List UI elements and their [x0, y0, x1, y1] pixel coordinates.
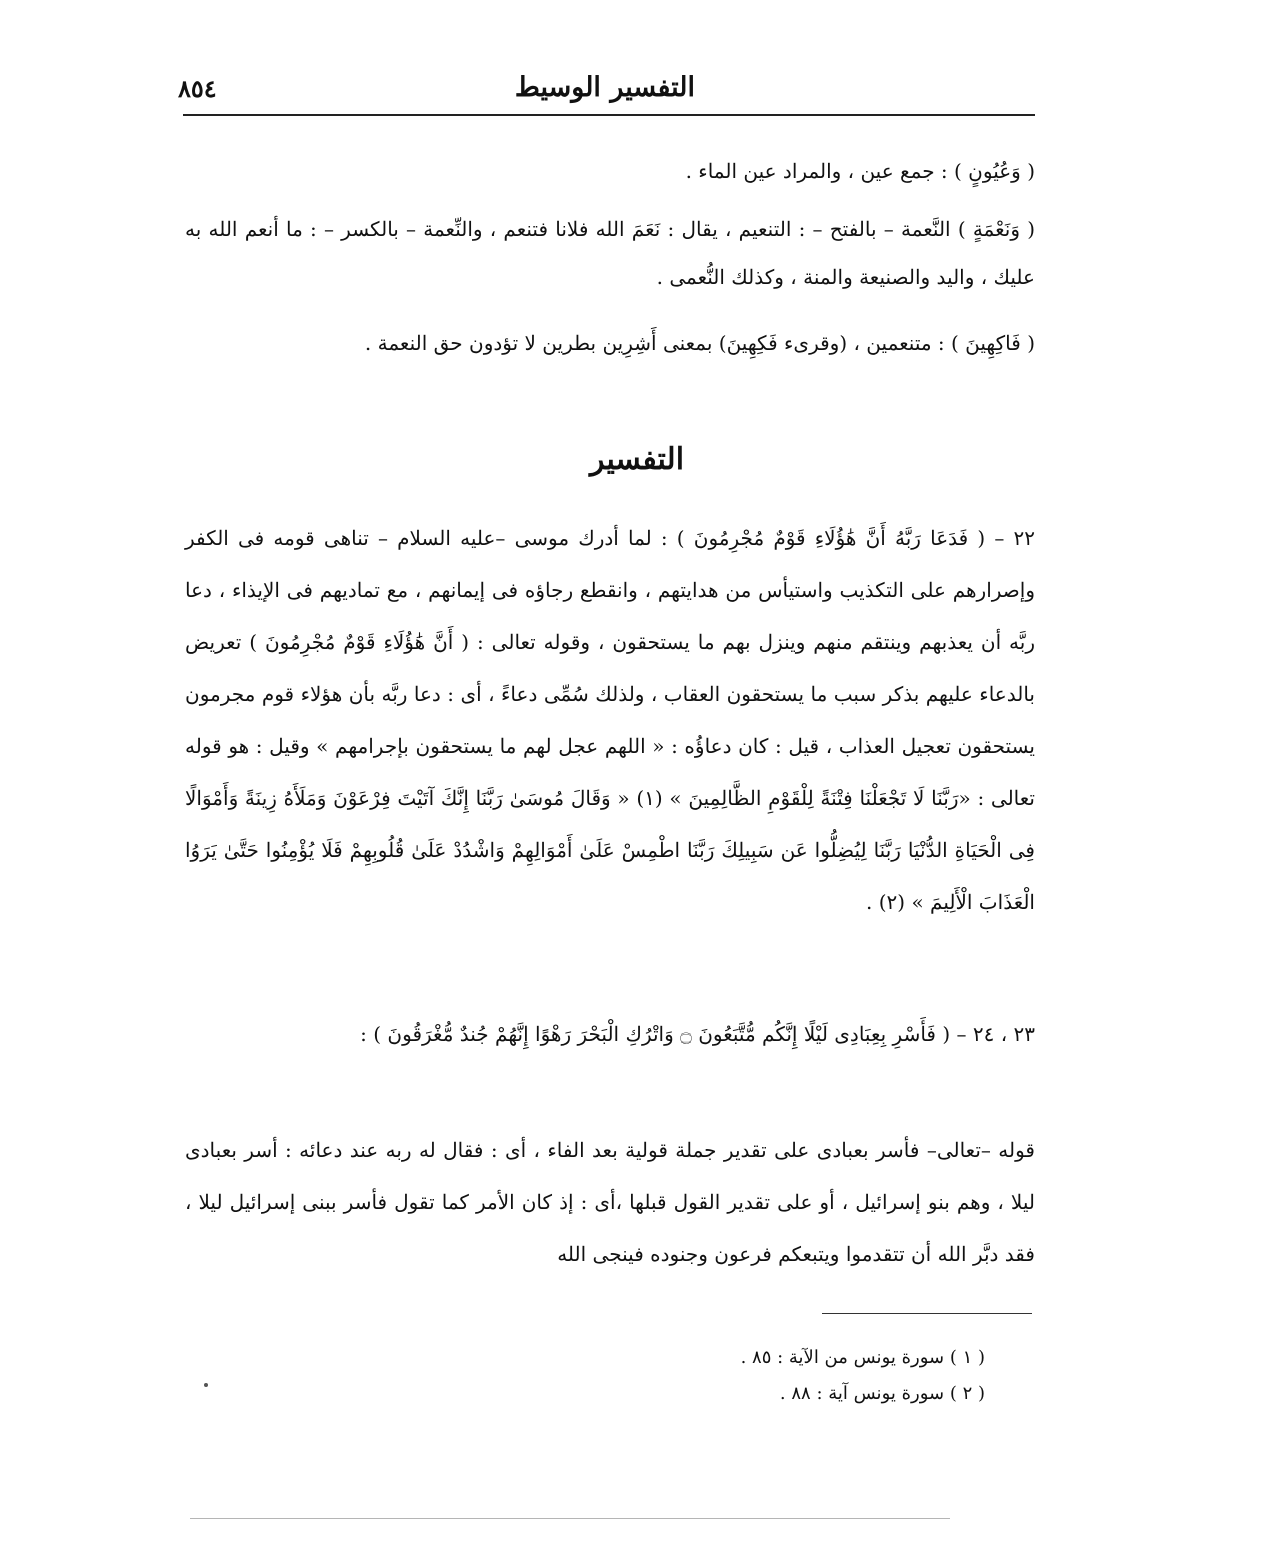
glossary-entry-uyun: ( وَعُيُونٍ ) : جمع عين ، والمراد عين الماء .	[685, 159, 1035, 183]
commentary-paragraph: قوله –تعالى– فأسر بعبادى على تقدير جملة قولية بعد الفاء ، أى : فقال له ربه عند دعائه : أسر بعبادى ليلا ، وهم بنو إسرائيل ، أو على تقدير القول قبلها ،أى : إذ كان الأمر كما تقول فأسر ببنى إسرائيل ليلا ، فقد دبَّر الله أن تتقدموا ويتبعكم فرعون وجنوده فينجى الله	[185, 1138, 1035, 1266]
footnote-2: ( ٢ ) سورة يونس آية : ٨٨ .	[779, 1383, 985, 1404]
verse-22-paragraph: ٢٢ – ( فَدَعَا رَبَّهُ أَنَّ هَٰؤُلَاءِ قَوْمٌ مُجْرِمُونَ ) : لما أدرك موسى –عليه السلام – تناهى قومه فى الكفر وإصرارهم على التكذيب واستيأس من هدايتهم ، وانقطع رجاؤه فى إيمانهم ، مع تماديهم فى الإيذاء ، دعا ربَّه أن يعذبهم وينتقم منهم وينزل بهم ما يستحقون ، وقوله تعالى : ( أَنَّ هَٰؤُلَاءِ قَوْمٌ مُجْرِمُونَ ) تعريض بالدعاء عليهم بذكر سبب ما يستحقون العقاب ، ولذلك سُمِّى دعاءً ، أى : دعا ربَّه بأن هؤلاء قوم مجرمون يستحقون تعجيل العذاب ، قيل : كان دعاؤُه : « اللهم عجل لهم ما يستحقون بإجرامهم » وقيل : هو قوله تعالى : «رَبَّنَا لَا تَجْعَلْنَا فِتْنَةً لِلْقَوْمِ الظَّالِمِينَ » (١) « وَقَالَ مُوسَىٰ رَبَّنَا إِنَّكَ آتَيْتَ فِرْعَوْنَ وَمَلَأَهُ زِينَةً وَأَمْوَالًا فِى الْحَيَاةِ الدُّنْيَا رَبَّنَا لِيُضِلُّوا عَن سَبِيلِكَ رَبَّنَا اطْمِسْ عَلَىٰ أَمْوَالِهِمْ وَاشْدُدْ عَلَىٰ قُلُوبِهِمْ فَلَا يُؤْمِنُوا حَتَّىٰ يَرَوُا الْعَذَابَ الْأَلِيمَ » (٢) .	[185, 526, 1035, 914]
scan-speck	[204, 1383, 208, 1387]
section-heading: التفسير	[589, 442, 685, 477]
glossary-entry-nama: ( وَنَعْمَةٍ ) النَّعمة – بالفتح – : التنعيم ، يقال : نَعَمَ الله فلانا فتنعم ، والنِّعمة – بالكسر – : ما أنعم الله به عليك ، واليد والصنيعة والمنة ، وكذلك النُّعمى .	[185, 217, 1035, 289]
header-rule	[183, 114, 1035, 116]
glossary-entry-fakihin: ( فَاكِهِينَ ) : متنعمين ، (وقرىء فَكِهِينَ) بمعنى أَشِرِين بطرين لا تؤدون حق النعمة .	[364, 331, 1035, 355]
scan-edge-line	[190, 1518, 950, 1519]
footnotes	[600, 1340, 985, 1412]
running-header	[178, 70, 1035, 112]
footnote-rule	[822, 1313, 1032, 1314]
footnote-1: ( ١ ) سورة يونس من الآية : ٨٥ .	[740, 1347, 985, 1368]
page-number: ٨٥٤	[178, 74, 217, 103]
book-title: التفسير الوسيط	[514, 72, 695, 103]
verse-23-24-paragraph: ٢٣ ، ٢٤ – ( فَأَسْرِ بِعِبَادِى لَيْلًا إِنَّكُم مُّتَّبَعُونَ ۝ وَاتْرُكِ الْبَحْرَ رَهْوًا إِنَّهُمْ جُندٌ مُّغْرَقُونَ ) :	[360, 1022, 1035, 1046]
